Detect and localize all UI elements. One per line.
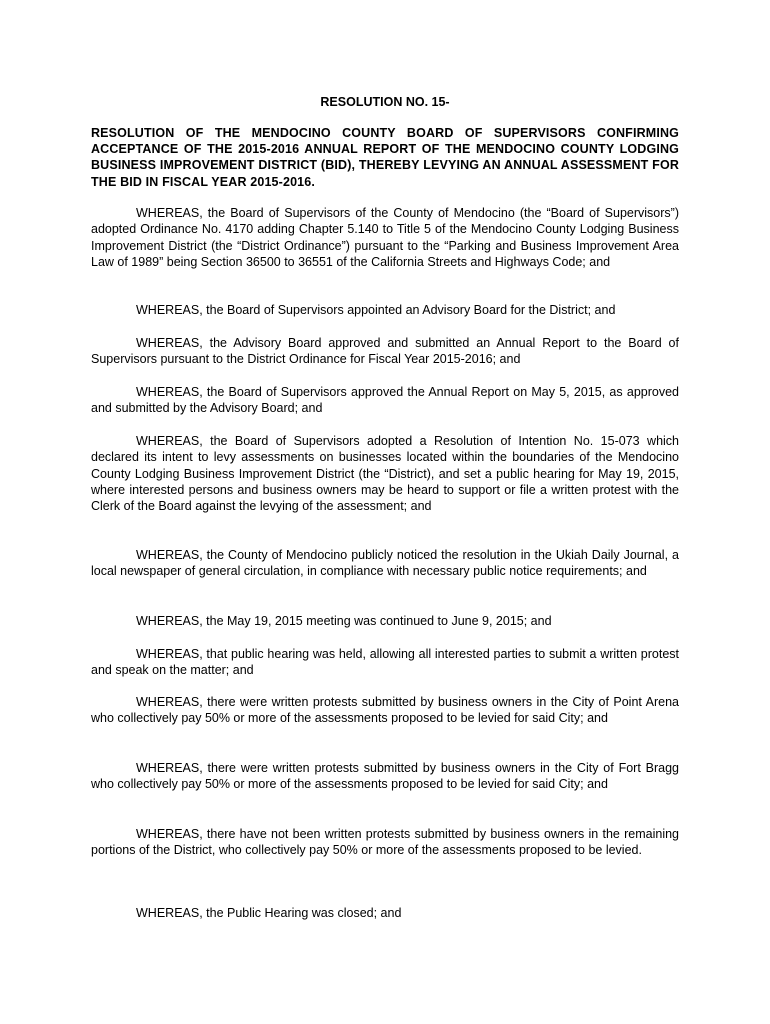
whereas-paragraph-3: WHEREAS, the Advisory Board approved and submitted an Annual Report to the Board of Supervisors pursuant to the District Ordinance for Fiscal Year 2015-2016; and	[91, 336, 679, 367]
whereas-paragraph-5: WHEREAS, the Board of Supervisors adopted a Resolution of Intention No. 15-073 which declared its intent to levy assessments on businesses located within the boundaries of the Mendocino County Lodging Business Improvement District (the “District), and set a public hearing for May 19, 2015, where interested persons and business owners may be heard to support or file a written protest with the Clerk of the Board against the levying of the assessment; and	[91, 434, 679, 514]
whereas-paragraph-11: WHEREAS, there have not been written protests submitted by business owners in the remaining portions of the District, who collectively pay 50% or more of the assessments proposed to be levied.	[91, 827, 679, 858]
whereas-paragraph-8: WHEREAS, that public hearing was held, allowing all interested parties to submit a written protest and speak on the matter; and	[91, 647, 679, 678]
whereas-paragraph-9: WHEREAS, there were written protests submitted by business owners in the City of Point Arena who collectively pay 50% or more of the assessments proposed to be levied for said City; and	[91, 695, 679, 726]
resolution-number-title: RESOLUTION NO. 15-	[320, 95, 450, 109]
whereas-paragraph-12: WHEREAS, the Public Hearing was closed; and	[136, 906, 402, 920]
whereas-paragraph-6: WHEREAS, the County of Mendocino publicly noticed the resolution in the Ukiah Daily Journal, a local newspaper of general circulation, in compliance with necessary public notice requirements; and	[91, 548, 679, 579]
whereas-paragraph-7: WHEREAS, the May 19, 2015 meeting was continued to June 9, 2015; and	[136, 614, 552, 628]
whereas-paragraph-10: WHEREAS, there were written protests submitted by business owners in the City of Fort Bragg who collectively pay 50% or more of the assessments proposed to be levied for said City; and	[91, 761, 679, 792]
whereas-paragraph-2: WHEREAS, the Board of Supervisors appointed an Advisory Board for the District; and	[136, 303, 616, 317]
whereas-paragraph-4: WHEREAS, the Board of Supervisors approved the Annual Report on May 5, 2015, as approved and submitted by the Advisory Board; and	[91, 385, 679, 416]
whereas-paragraph-1: WHEREAS, the Board of Supervisors of the County of Mendocino (the “Board of Supervisors”) adopted Ordinance No. 4170 adding Chapter 5.140 to Title 5 of the Mendocino County Lodging Business Improvement District (the “District Ordinance”) pursuant to the “Parking and Business Improvement Area Law of 1989” being Section 36500 to 36551 of the California Streets and Highways Code; and	[91, 206, 679, 269]
resolution-heading: RESOLUTION OF THE MENDOCINO COUNTY BOARD OF SUPERVISORS CONFIRMING ACCEPTANCE OF THE 2015-2016 ANNUAL REPORT OF THE MENDOCINO COUNTY LODGING BUSINESS IMPROVEMENT DISTRICT (BID), THEREBY LEVYING AN ANNUAL ASSESSMENT FOR THE BID IN FISCAL YEAR 2015-2016.	[91, 126, 679, 189]
